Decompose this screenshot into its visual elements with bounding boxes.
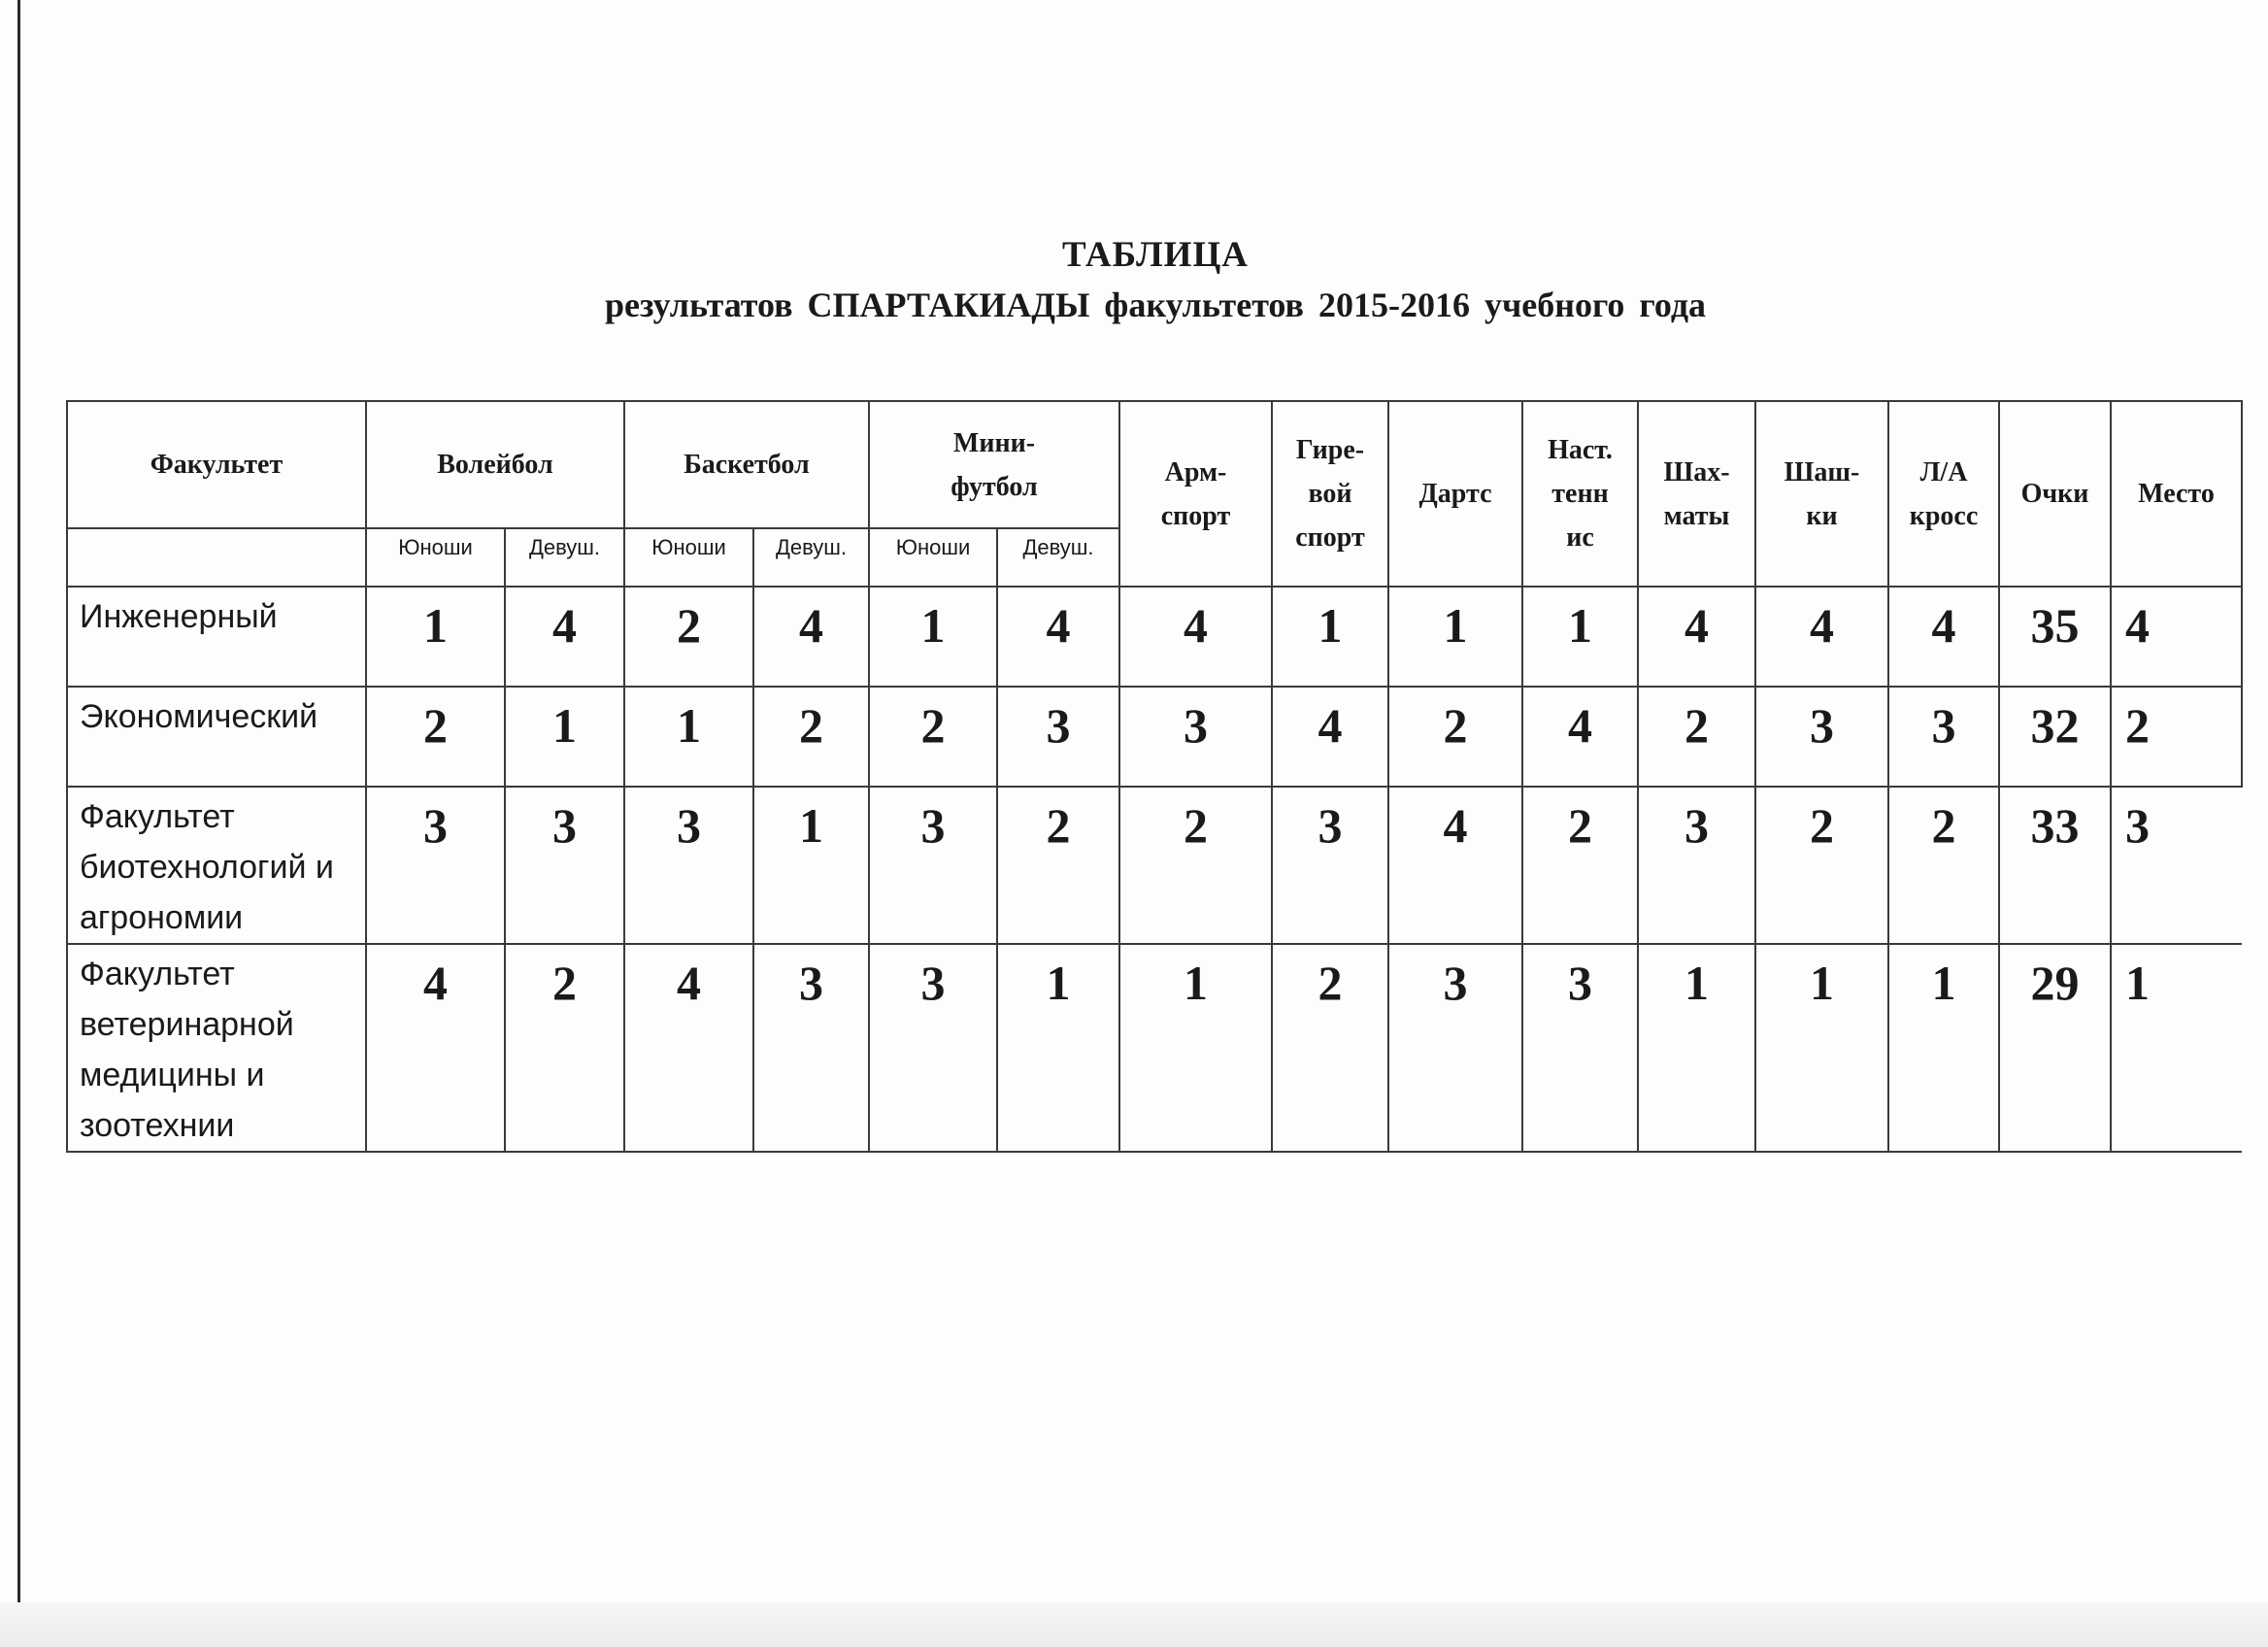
- score-cell: 4: [997, 587, 1119, 687]
- score-cell: 3: [1522, 944, 1638, 1152]
- header-table-tennis: Наст. тенн ис: [1522, 401, 1638, 587]
- faculty-name: Экономический: [67, 687, 366, 787]
- header-kettlebell: Гире-вой спорт: [1272, 401, 1388, 587]
- score-cell: 2: [624, 587, 753, 687]
- header-faculty: Факультет: [67, 401, 366, 528]
- subheader-girls: Девуш.: [997, 528, 1119, 587]
- score-cell: 2: [1119, 787, 1272, 944]
- header-cross: Л/А кросс: [1888, 401, 1999, 587]
- header-place: Место: [2111, 401, 2242, 587]
- subheader-girls: Девуш.: [753, 528, 869, 587]
- score-cell: 1: [1755, 944, 1888, 1152]
- score-cell: 2: [869, 687, 997, 787]
- score-cell: 1: [1888, 944, 1999, 1152]
- subheader-boys: Юноши: [869, 528, 997, 587]
- score-cell: 1: [366, 587, 505, 687]
- faculty-name: Инженерный: [67, 587, 366, 687]
- score-cell: 4: [624, 944, 753, 1152]
- score-cell: 1: [1638, 944, 1755, 1152]
- place-cell: 3: [2111, 787, 2242, 944]
- table-row: [67, 944, 2242, 1152]
- score-cell: 1: [753, 787, 869, 944]
- score-cell: 4: [1522, 687, 1638, 787]
- score-cell: 1: [869, 587, 997, 687]
- points-cell: 35: [1999, 587, 2111, 687]
- header-points: Очки: [1999, 401, 2111, 587]
- place-cell: 4: [2111, 587, 2242, 687]
- score-cell: 1: [997, 944, 1119, 1152]
- score-cell: 1: [1522, 587, 1638, 687]
- score-cell: 2: [505, 944, 624, 1152]
- score-cell: 3: [1755, 687, 1888, 787]
- subheader-girls: Девуш.: [505, 528, 624, 587]
- score-cell: 2: [1388, 687, 1522, 787]
- score-cell: 2: [753, 687, 869, 787]
- place-cell: 2: [2111, 687, 2242, 787]
- faculty-name: Факультет ветеринарной медицины и зоотехнии: [67, 944, 366, 1152]
- score-cell: 3: [997, 687, 1119, 787]
- results-table: [66, 400, 2243, 1153]
- title-line-2: результатов СПАРТАКИАДЫ факультетов 2015-2016 учебного года: [604, 286, 1707, 324]
- score-cell: 3: [505, 787, 624, 944]
- subheader-boys: Юноши: [366, 528, 505, 587]
- score-cell: 1: [1119, 944, 1272, 1152]
- score-cell: 4: [1272, 687, 1388, 787]
- score-cell: 4: [1638, 587, 1755, 687]
- score-cell: 2: [1272, 944, 1388, 1152]
- score-cell: 3: [753, 944, 869, 1152]
- score-cell: 4: [1888, 587, 1999, 687]
- score-cell: 4: [1119, 587, 1272, 687]
- score-cell: 3: [869, 787, 997, 944]
- score-cell: 3: [1888, 687, 1999, 787]
- points-cell: 32: [1999, 687, 2111, 787]
- header-armsport: Арм-спорт: [1119, 401, 1272, 587]
- header-minifootball: Мини-футбол: [869, 401, 1119, 528]
- faculty-name: Факультет биотехнологий и агрономии: [67, 787, 366, 944]
- table-row: [67, 687, 2242, 787]
- score-cell: 1: [505, 687, 624, 787]
- header-checkers: Шаш-ки: [1755, 401, 1888, 587]
- header-darts: Дартс: [1388, 401, 1522, 587]
- title-line-1: ТАБЛИЦА: [1062, 235, 1249, 275]
- score-cell: 2: [997, 787, 1119, 944]
- score-cell: 4: [505, 587, 624, 687]
- score-cell: 2: [1638, 687, 1755, 787]
- score-cell: 3: [624, 787, 753, 944]
- score-cell: 4: [366, 944, 505, 1152]
- subheader-boys: Юноши: [624, 528, 753, 587]
- score-cell: 1: [1272, 587, 1388, 687]
- header-basketball: Баскетбол: [624, 401, 869, 528]
- score-cell: 1: [1388, 587, 1522, 687]
- score-cell: 4: [1755, 587, 1888, 687]
- score-cell: 3: [366, 787, 505, 944]
- score-cell: 3: [1388, 944, 1522, 1152]
- score-cell: 3: [1638, 787, 1755, 944]
- score-cell: 2: [1522, 787, 1638, 944]
- score-cell: 4: [1388, 787, 1522, 944]
- subheader-blank: [67, 528, 366, 587]
- header-chess: Шах-маты: [1638, 401, 1755, 587]
- score-cell: 2: [1755, 787, 1888, 944]
- score-cell: 4: [753, 587, 869, 687]
- score-cell: 2: [1888, 787, 1999, 944]
- score-cell: 3: [1272, 787, 1388, 944]
- score-cell: 3: [1119, 687, 1272, 787]
- points-cell: 33: [1999, 787, 2111, 944]
- header-row: [67, 401, 2242, 528]
- place-cell: 1: [2111, 944, 2242, 1152]
- points-cell: 29: [1999, 944, 2111, 1152]
- document-title: [0, 231, 2268, 330]
- score-cell: 3: [869, 944, 997, 1152]
- table-row: [67, 587, 2242, 687]
- scan-bottom-shade: [0, 1602, 2268, 1647]
- table-row: [67, 787, 2242, 944]
- score-cell: 1: [624, 687, 753, 787]
- score-cell: 2: [366, 687, 505, 787]
- header-volleyball: Волейбол: [366, 401, 624, 528]
